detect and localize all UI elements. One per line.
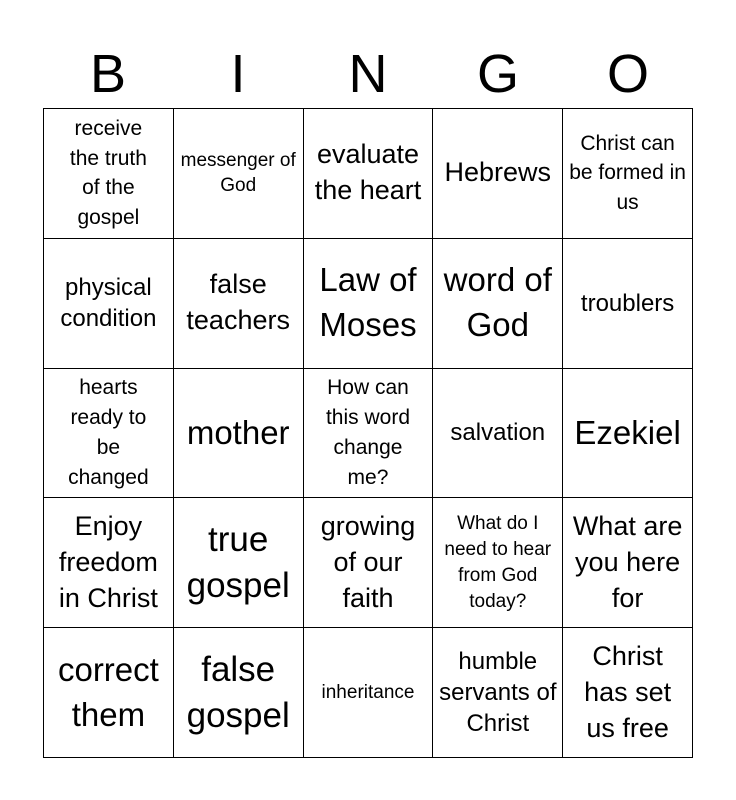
header-letter-o: O bbox=[606, 44, 649, 104]
bingo-cell-r3-c1[interactable] bbox=[44, 369, 174, 499]
cell-text: false gospel bbox=[186, 650, 290, 735]
cell-text: receive the truth of the gospel bbox=[69, 116, 147, 230]
bingo-cell-r4-c3[interactable] bbox=[304, 498, 434, 628]
cell-text: hearts ready to be changed bbox=[68, 376, 149, 489]
cell-text: false teachers bbox=[186, 269, 290, 336]
bingo-cell-r4-c2[interactable] bbox=[174, 498, 304, 628]
bingo-cell-r5-c5[interactable] bbox=[563, 628, 693, 758]
bingo-cell-r3-c5[interactable] bbox=[563, 369, 693, 499]
bingo-cell-r1-c2[interactable] bbox=[174, 109, 304, 239]
bingo-cell-r1-c4[interactable] bbox=[433, 109, 563, 239]
bingo-cell-r2-c4[interactable] bbox=[433, 239, 563, 369]
bingo-board bbox=[43, 108, 693, 758]
bingo-cell-r1-c3[interactable] bbox=[304, 109, 434, 239]
bingo-cell-r2-c2[interactable] bbox=[174, 239, 304, 369]
cell-text: Ezekiel bbox=[574, 413, 681, 451]
bingo-cell-r2-c1[interactable] bbox=[44, 239, 174, 369]
bingo-cell-r1-c1[interactable] bbox=[44, 109, 174, 239]
cell-text: true gospel bbox=[186, 520, 290, 605]
cell-text: Christ has set us free bbox=[584, 640, 672, 743]
cell-text: growing of our faith bbox=[320, 510, 416, 613]
cell-text: correct them bbox=[57, 650, 159, 733]
cell-text: word of God bbox=[443, 261, 552, 344]
cell-text: What do I need to hear from God today? bbox=[444, 513, 552, 612]
bingo-cell-r4-c4[interactable] bbox=[433, 498, 563, 628]
bingo-cell-r4-c5[interactable] bbox=[563, 498, 693, 628]
bingo-cell-r5-c1[interactable] bbox=[44, 628, 174, 758]
cell-text: How can this word change me? bbox=[325, 376, 410, 489]
bingo-cell-r3-c4[interactable] bbox=[433, 369, 563, 499]
cell-text: inheritance bbox=[321, 681, 415, 703]
cell-text: Law of Moses bbox=[319, 261, 417, 344]
cell-text: troublers bbox=[580, 289, 675, 317]
cell-text: Enjoy freedom in Christ bbox=[58, 510, 158, 613]
cell-text: evaluate the heart bbox=[314, 139, 422, 206]
header-letter-i: I bbox=[230, 44, 246, 104]
header-letter-n: N bbox=[348, 44, 388, 104]
bingo-cell-r4-c1[interactable] bbox=[44, 498, 174, 628]
bingo-cell-r5-c3[interactable] bbox=[304, 628, 434, 758]
cell-text: messenger of God bbox=[180, 149, 296, 197]
cell-text: What are you here for bbox=[572, 510, 683, 613]
bingo-header bbox=[43, 40, 693, 108]
header-letter-g: G bbox=[476, 44, 519, 104]
bingo-cell-r3-c3[interactable] bbox=[304, 369, 434, 499]
header-letter-b: B bbox=[89, 44, 127, 104]
cell-text: humble servants of Christ bbox=[439, 647, 557, 738]
bingo-cell-r3-c2[interactable] bbox=[174, 369, 304, 499]
bingo-cell-r1-c5[interactable] bbox=[563, 109, 693, 239]
bingo-cell-r2-c5[interactable] bbox=[563, 239, 693, 369]
bingo-cell-r5-c4[interactable] bbox=[433, 628, 563, 758]
bingo-cell-r5-c2[interactable] bbox=[174, 628, 304, 758]
cell-text: Hebrews bbox=[444, 157, 552, 188]
cell-text: Christ can be formed in us bbox=[569, 131, 686, 215]
bingo-cell-r2-c3[interactable] bbox=[304, 239, 434, 369]
cell-text: salvation bbox=[450, 419, 546, 447]
cell-text: mother bbox=[186, 413, 290, 451]
cell-text: physical condition bbox=[60, 274, 157, 333]
